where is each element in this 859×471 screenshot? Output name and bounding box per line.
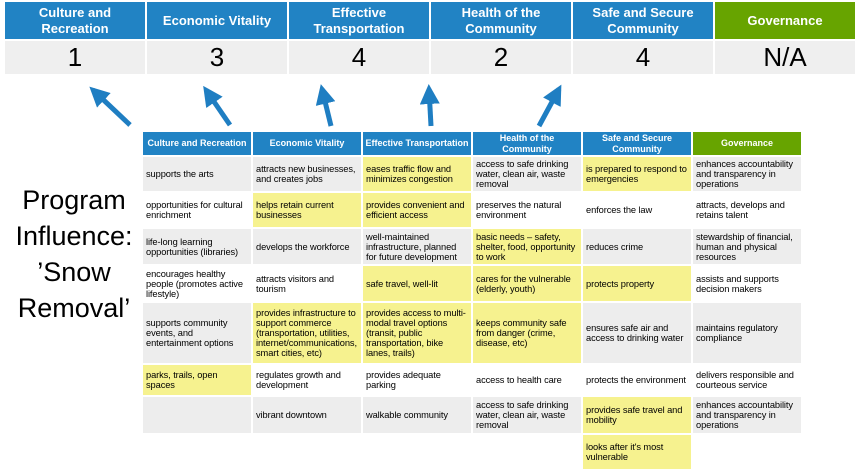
matrix-cell bbox=[143, 435, 251, 469]
matrix-cell: cares for the vulnerable (elderly, youth) bbox=[473, 266, 581, 301]
matrix-cell: assists and supports decision makers bbox=[693, 266, 801, 301]
scoreboard-header-culture: Culture and Recreation bbox=[5, 2, 145, 39]
arrow-icon-safe bbox=[539, 89, 559, 126]
matrix-cell: provides adequate parking bbox=[363, 365, 471, 395]
matrix-cell: parks, trails, open spaces bbox=[143, 365, 251, 395]
priorities-matrix bbox=[141, 130, 803, 471]
matrix-row bbox=[143, 397, 801, 433]
matrix-row bbox=[143, 303, 801, 363]
scoreboard-score-health: 2 bbox=[431, 41, 571, 74]
matrix-cell: walkable community bbox=[363, 397, 471, 433]
arrow-icon-economic bbox=[206, 90, 230, 125]
matrix-row bbox=[143, 266, 801, 301]
matrix-row bbox=[143, 157, 801, 191]
matrix-cell: access to health care bbox=[473, 365, 581, 395]
matrix-cell: access to safe drinking water, clean air, waste removal bbox=[473, 397, 581, 433]
matrix-cell: preserves the natural environment bbox=[473, 193, 581, 227]
matrix-header-culture: Culture and Recreation bbox=[143, 132, 251, 155]
scoreboard-score-culture: 1 bbox=[5, 41, 145, 74]
scoreboard-score-economic: 3 bbox=[147, 41, 287, 74]
matrix-cell: provides convenient and efficient access bbox=[363, 193, 471, 227]
arrow-icon-health bbox=[429, 89, 431, 126]
scoreboard-header-governance: Governance bbox=[715, 2, 855, 39]
scoreboard-header-safe: Safe and Secure Community bbox=[573, 2, 713, 39]
matrix-header-transportation: Effective Transportation bbox=[363, 132, 471, 155]
matrix-cell: delivers responsible and courteous service bbox=[693, 365, 801, 395]
scoreboard-column-economic bbox=[147, 2, 287, 74]
matrix-row bbox=[143, 435, 801, 469]
matrix-cell: attracts new businesses, and creates jobs bbox=[253, 157, 361, 191]
matrix-cell: life-long learning opportunities (libraries) bbox=[143, 229, 251, 264]
matrix-cell bbox=[363, 435, 471, 469]
matrix-cell: develops the workforce bbox=[253, 229, 361, 264]
matrix-cell: provides safe travel and mobility bbox=[583, 397, 691, 433]
matrix-cell: enhances accountability and transparency in operations bbox=[693, 397, 801, 433]
matrix-cell: attracts, develops and retains talent bbox=[693, 193, 801, 227]
scoreboard-column-transportation bbox=[289, 2, 429, 74]
title-line: Influence: bbox=[15, 221, 133, 251]
matrix-body bbox=[143, 157, 801, 469]
matrix-cell: access to safe drinking water, clean air, waste removal bbox=[473, 157, 581, 191]
scoreboard-score-governance: N/A bbox=[715, 41, 855, 74]
matrix-row bbox=[143, 229, 801, 264]
title-line: Removal’ bbox=[17, 293, 131, 323]
matrix-cell: stewardship of financial, human and physical resources bbox=[693, 229, 801, 264]
title-line: Program bbox=[22, 185, 126, 215]
matrix-cell: is prepared to respond to emergencies bbox=[583, 157, 691, 191]
influence-arrows bbox=[0, 76, 680, 132]
scoreboard-header-transportation: Effective Transportation bbox=[289, 2, 429, 39]
matrix-header-safe: Safe and Secure Community bbox=[583, 132, 691, 155]
matrix-header-governance: Governance bbox=[693, 132, 801, 155]
matrix-cell: keeps community safe from danger (crime, disease, etc) bbox=[473, 303, 581, 363]
matrix-cell: helps retain current businesses bbox=[253, 193, 361, 227]
matrix-row bbox=[143, 193, 801, 227]
matrix-cell: basic needs – safety, shelter, food, opportunity to work bbox=[473, 229, 581, 264]
matrix-cell bbox=[253, 435, 361, 469]
scoreboard-column-culture bbox=[5, 2, 145, 74]
matrix-cell: provides infrastructure to support commerce (transportation, utilities, internet/communications, smart cities, etc) bbox=[253, 303, 361, 363]
matrix-cell: provides access to multi-modal travel options (transit, public transportation, bike lanes, trails) bbox=[363, 303, 471, 363]
scoreboard-score-transportation: 4 bbox=[289, 41, 429, 74]
scoreboard-score-safe: 4 bbox=[573, 41, 713, 74]
matrix-header-row bbox=[143, 132, 801, 155]
matrix-row bbox=[143, 365, 801, 395]
matrix-header-health: Health of the Community bbox=[473, 132, 581, 155]
matrix-cell bbox=[473, 435, 581, 469]
matrix-header-economic: Economic Vitality bbox=[253, 132, 361, 155]
matrix-cell: protects property bbox=[583, 266, 691, 301]
matrix-cell: maintains regulatory compliance bbox=[693, 303, 801, 363]
matrix-cell: safe travel, well-lit bbox=[363, 266, 471, 301]
matrix-cell: reduces crime bbox=[583, 229, 691, 264]
scoreboard-header-health: Health of the Community bbox=[431, 2, 571, 39]
arrow-icon-transportation bbox=[322, 89, 331, 126]
matrix-cell: vibrant downtown bbox=[253, 397, 361, 433]
matrix-cell: looks after it's most vulnerable bbox=[583, 435, 691, 469]
matrix-cell: regulates growth and development bbox=[253, 365, 361, 395]
scoreboard-column-health bbox=[431, 2, 571, 74]
matrix-cell: protects the environment bbox=[583, 365, 691, 395]
matrix-cell: supports the arts bbox=[143, 157, 251, 191]
matrix-cell: opportunities for cultural enrichment bbox=[143, 193, 251, 227]
title-line: ’Snow bbox=[37, 257, 111, 287]
scoreboard bbox=[5, 2, 855, 74]
scoreboard-column-governance bbox=[715, 2, 855, 74]
arrow-icon-culture bbox=[93, 90, 130, 125]
matrix-cell: enhances accountability and transparency in operations bbox=[693, 157, 801, 191]
matrix-cell: attracts visitors and tourism bbox=[253, 266, 361, 301]
matrix-cell: eases traffic flow and minimizes congestion bbox=[363, 157, 471, 191]
scoreboard-column-safe bbox=[573, 2, 713, 74]
matrix-cell: ensures safe air and access to drinking water bbox=[583, 303, 691, 363]
matrix-cell: encourages healthy people (promotes active lifestyle) bbox=[143, 266, 251, 301]
matrix-cell: well-maintained infrastructure, planned for future development bbox=[363, 229, 471, 264]
scoreboard-header-economic: Economic Vitality bbox=[147, 2, 287, 39]
program-influence-title bbox=[0, 182, 148, 326]
matrix-cell: enforces the law bbox=[583, 193, 691, 227]
matrix-cell bbox=[143, 397, 251, 433]
matrix-cell bbox=[693, 435, 801, 469]
matrix-cell: supports community events, and entertainment options bbox=[143, 303, 251, 363]
